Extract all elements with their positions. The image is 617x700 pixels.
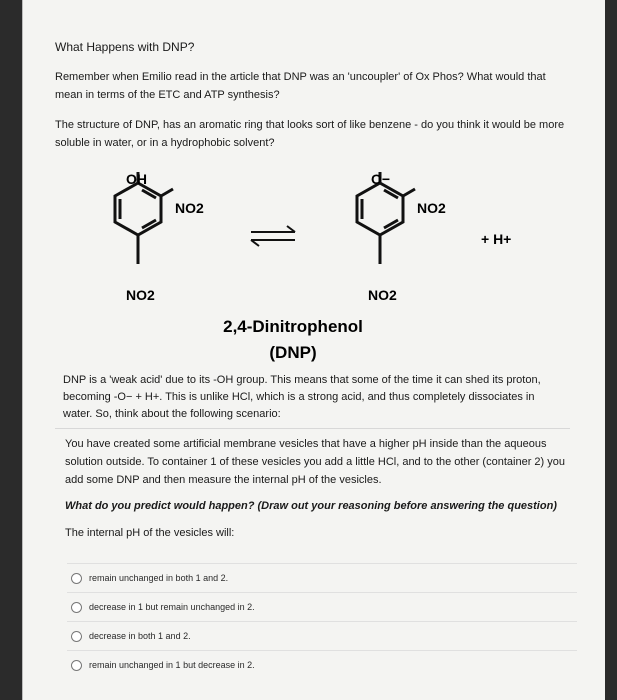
radio-button[interactable] [71, 573, 82, 584]
answer-option-4[interactable] [67, 650, 577, 679]
answer-option-label: decrease in both 1 and 2. [89, 631, 191, 641]
answer-option-label: remain unchanged in 1 but decrease in 2. [89, 660, 255, 670]
left-no2-bottom-label: NO2 [126, 287, 155, 303]
answer-option-2[interactable] [67, 592, 577, 621]
proton-label: + H+ [481, 231, 512, 247]
answer-option-label: decrease in 1 but remain unchanged in 2. [89, 602, 255, 612]
compound-abbreviation: (DNP) [269, 343, 317, 362]
answer-option-label: remain unchanged in both 1 and 2. [89, 573, 229, 583]
left-no2-side-label: NO2 [175, 200, 204, 216]
divider [55, 428, 570, 429]
radio-button[interactable] [71, 602, 82, 613]
weak-acid-explanation: DNP is a 'weak acid' due to its -OH group. This means that some of the time it can shed its proton, becoming -O− + H+. This is unlike HCl, which is a strong acid, and thus completely dissociates in water. So, think about the following scenario: [63, 374, 541, 420]
equilibrium-arrow [251, 226, 295, 246]
question-title: What Happens with DNP? [55, 40, 195, 54]
prediction-prompt: What do you predict would happen? (Draw out your reasoning before answering the question) [65, 500, 557, 512]
radio-button[interactable] [71, 631, 82, 642]
left-oh-label: OH [126, 171, 147, 187]
answer-option-1[interactable] [67, 563, 577, 592]
question-page [22, 0, 605, 700]
structure-question: The structure of DNP, has an aromatic ring that looks sort of like benzene - do you think it would be more soluble in water, or in a hydrophobic solvent? [55, 119, 565, 149]
intro-text: Remember when Emilio read in the article that DNP was an 'uncoupler' of Ox Phos? What would that mean in terms of the ETC and ATP synthesis? [55, 71, 546, 101]
right-no2-bottom-label: NO2 [368, 287, 397, 303]
answer-options [67, 563, 577, 679]
dnp-structure-diagram [23, 160, 605, 370]
right-o-minus-label: O− [371, 171, 391, 187]
compound-name: 2,4-Dinitrophenol [223, 317, 363, 336]
answer-option-3[interactable] [67, 621, 577, 650]
radio-button[interactable] [71, 660, 82, 671]
right-no2-side-label: NO2 [417, 200, 446, 216]
scenario-text: You have created some artificial membrane vesicles that have a higher pH inside than the aqueous solution outside. To container 1 of these vesicles you add a little HCl, and to the other (container 2) you add some DNP and then measure the internal pH of the vesicles. [65, 438, 565, 486]
question-stem: The internal pH of the vesicles will: [65, 527, 235, 539]
